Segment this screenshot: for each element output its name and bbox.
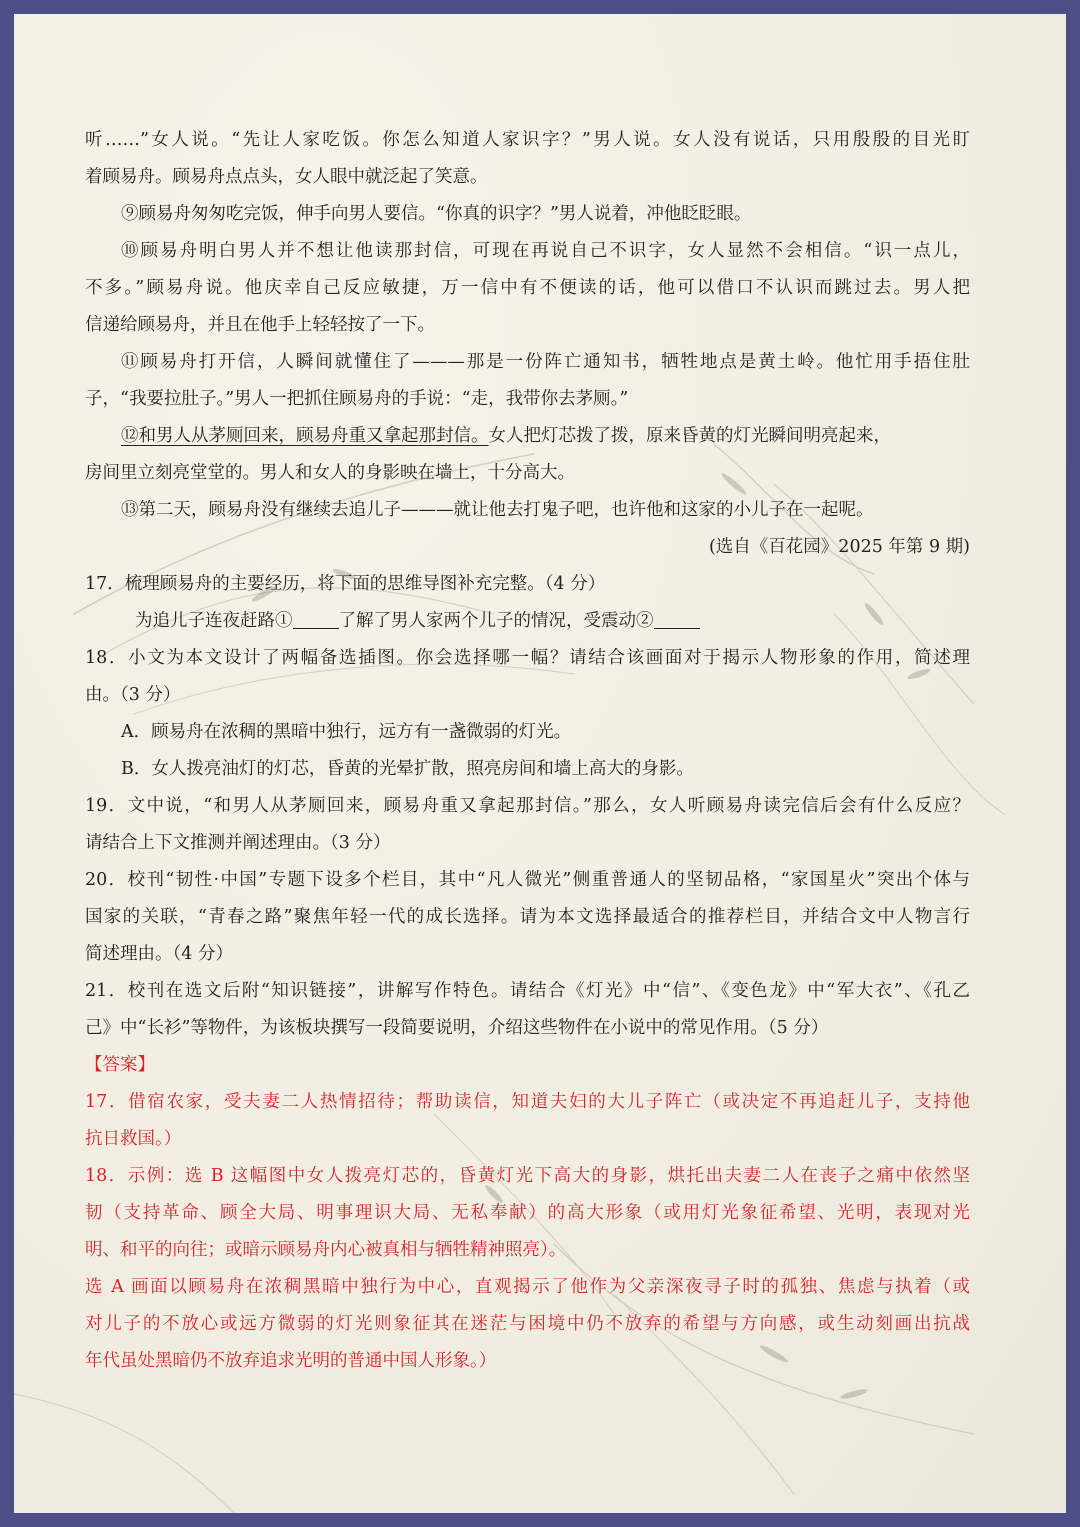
question-21-cont: 己》中“长衫”等物件，为该板块撰写一段简要说明，介绍这些物件在小说中的常见作用。（5 分） (85, 1018, 829, 1038)
question-21: 21．校刊在选文后附“知识链接”，讲解写作特色。请结合《灯光》中“信”、《变色龙》中“军大衣”、《孔乙 (85, 981, 970, 1001)
option-b: B．女人拨亮油灯的灯芯，昏黄的光晕扩散，照亮房间和墙上高大的身影。 (121, 759, 694, 779)
passage-line: 不多。”顾易舟说。他庆幸自己反应敏捷，万一信中有不便读的话，他可以借口不认识而跳过去。男人把 (85, 278, 970, 298)
paragraph-12-rest: 女人把灯芯拨了拨，原来昏黄的灯光瞬间明亮起来， (488, 426, 891, 446)
blank-1[interactable] (293, 611, 339, 630)
answer-18-option-a-end: 年代虽处黑暗仍不放弃追求光明的普通中国人形象。） (85, 1351, 497, 1371)
passage-line: 着顾易舟。顾易舟点点头，女人眼中就泛起了笑意。 (85, 167, 488, 187)
passage-line: 信递给顾易舟，并且在他手上轻轻按了一下。 (85, 315, 435, 335)
passage-line: 听……”女人说。“先让人家吃饭。你怎么知道人家识字？”男人说。女人没有说话，只用殷殷的目光盯 (85, 130, 970, 150)
question-18: 18．小文为本文设计了两幅备选插图。你会选择哪一幅？请结合该画面对于揭示人物形象的作用，简述理 (85, 648, 970, 668)
answer-heading: 【答案】 (85, 1055, 155, 1075)
answer-18-cont: 韧（支持革命、顾全大局、明事理识大局、无私奉献）的高大形象（或用灯光象征希望、光明，表现对光 (85, 1203, 970, 1223)
answer-17-cont: 抗日救国。） (85, 1129, 182, 1149)
paragraph-11: ⑪顾易舟打开信，人瞬间就懂住了———那是一份阵亡通知书，牺牲地点是黄土岭。他忙用手捂住肚 (121, 352, 970, 372)
document-content (85, 122, 970, 1380)
answer-17: 17．借宿农家，受夫妻二人热情招待；帮助读信，知道夫妇的大儿子阵亡（或决定不再追赶儿子，支持他 (85, 1092, 970, 1112)
answer-18: 18．示例：选 B 这幅图中女人拨亮灯芯的，昏黄灯光下高大的身影，烘托出夫妻二人在丧子之痛中依然坚 (85, 1166, 970, 1186)
paragraph-13: ⑬第二天，顾易舟没有继续去追儿子———就让他去打鬼子吧，也许他和这家的小儿子在一起呢。 (121, 500, 874, 520)
question-20-cont: 国家的关联，“青春之路”聚焦年轻一代的成长选择。请为本文选择最适合的推荐栏目，并结合文中人物言行 (85, 907, 970, 927)
question-18-cont: 由。（3 分） (85, 685, 181, 705)
question-19: 19．文中说，“和男人从茅厕回来，顾易舟重又拿起那封信。”那么，女人听顾易舟读完信后会有什么反应？ (85, 796, 970, 816)
paragraph-9: ⑨顾易舟匆匆吃完饭，伸手向男人要信。“你真的识字？”男人说着，冲他眨眨眼。 (121, 204, 752, 224)
question-17: 17．梳理顾易舟的主要经历，将下面的思维导图补充完整。（4 分） (85, 574, 606, 594)
passage-line: 房间里立刻亮堂堂的。男人和女人的身影映在墙上，十分高大。 (85, 463, 575, 483)
mind-map-step-2: 了解了男人家两个儿子的情况，受震动② (338, 611, 654, 631)
passage-line: 子，“我要拉肚子。”男人一把抓住顾易舟的手说：“走，我带你去茅厕。” (85, 389, 629, 409)
mind-map-row (85, 603, 970, 640)
answer-18-option-a: 选 A 画面以顾易舟在浓稠黑暗中独行为中心，直观揭示了他作为父亲深夜寻子时的孤独、焦虑与执着（或 (85, 1277, 970, 1297)
blank-2[interactable] (654, 611, 700, 630)
question-20-end: 简述理由。（4 分） (85, 944, 233, 964)
question-20: 20．校刊“韧性·中国”专题下设多个栏目，其中“凡人微光”侧重普通人的坚韧品格，“家国星火”突出个体与 (85, 870, 970, 890)
answer-18-cont: 明、和平的向往；或暗示顾易舟内心被真相与牺牲精神照亮）。 (85, 1240, 567, 1260)
mind-map-step-1: 为追儿子连夜赶路① (135, 611, 293, 631)
paragraph-12 (85, 418, 970, 455)
underlined-sentence: ⑫和男人从茅厕回来，顾易舟重又拿起那封信。 (121, 426, 489, 446)
source-citation: (选自《百花园》2025 年第 9 期) (708, 537, 970, 557)
question-19-cont: 请结合上下文推测并阐述理由。（3 分） (85, 833, 391, 853)
paragraph-10: ⑩顾易舟明白男人并不想让他读那封信，可现在再说自己不识字，女人显然不会相信。“识一点儿， (121, 241, 970, 261)
answer-18-option-a-cont: 对儿子的不放心或远方微弱的灯光则象征其在迷茫与困境中仍不放弃的希望与方向感，或生动刻画出抗战 (85, 1314, 970, 1334)
option-a: A．顾易舟在浓稠的黑暗中独行，远方有一盏微弱的灯光。 (121, 722, 572, 742)
